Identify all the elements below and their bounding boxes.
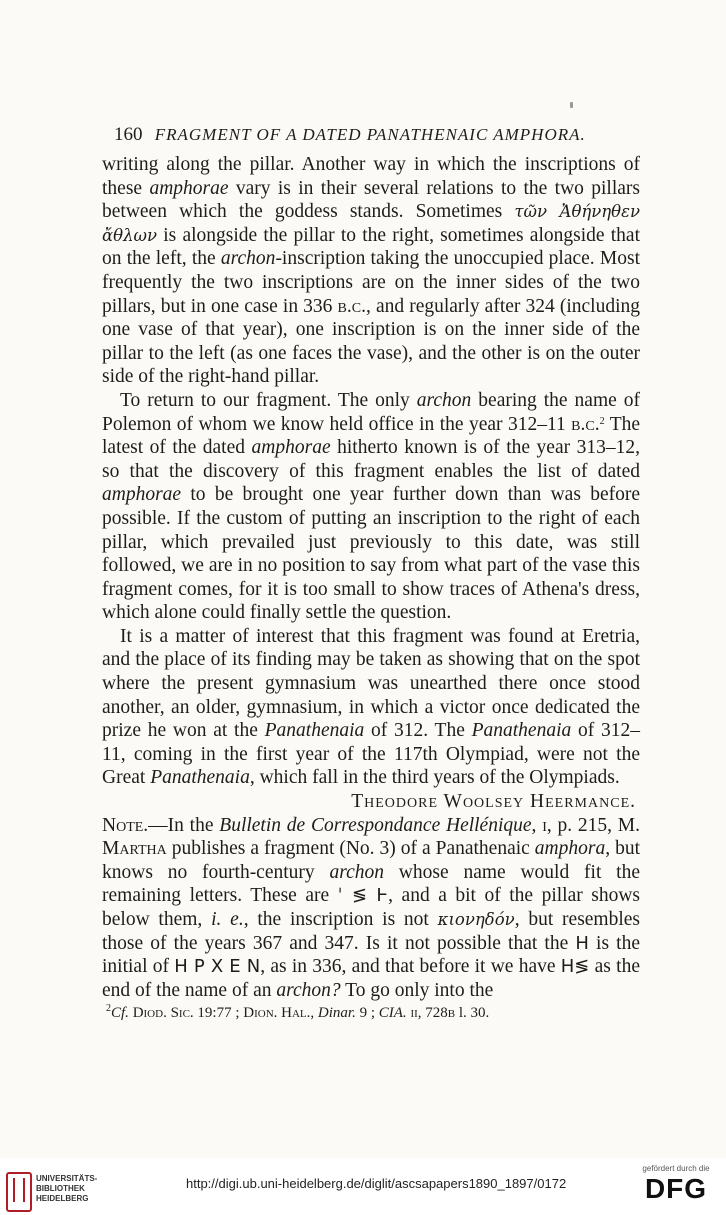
running-header: [114, 124, 646, 146]
paragraph-3: It is a matter of interest that this fragment was found at Eretria, and the place of its finding may be taken as showing that on the spot where the present gymnasium was unearthed there once stood another, an older, gymnasium, in which a victor once dedicated the prize he won at the Panathenaia of 312. The Panathenaia of 312–11, coming in the first year of the 117th Olympiad, were not the Great Panathenaia, which fall in the third years of the Olympiads.: [102, 625, 640, 789]
paragraph-2: To return to our fragment. The only archon bearing the name of Polemon of whom we know held office in the year 312–11 b.c.$^2$ The latest of the dated amphorae hitherto known is of the year 313–12, so that the discovery of this fragment enables the list of dated amphorae to be brought one year further down than was before possible. If the custom of putting an inscription to the right of each pillar, which prevailed just previously to this date, was still followed, we are in no position to say from what part of the vase this fragment comes, for it is too small to show traces of Athena's dress, which alone could finally settle the question.: [102, 389, 641, 624]
inscription-letters: ˈ ≶ Ͱ: [337, 885, 389, 907]
running-title: FRAGMENT OF A DATED PANATHENAIC AMPHORA.: [154, 125, 586, 144]
greek-phrase: τῶν Ἀθήνηθεν ἄθλων: [102, 202, 640, 245]
author-signature: Theodore Woolsey Heermance.: [351, 791, 636, 813]
page-number: 160: [114, 124, 143, 145]
library-logo-icon: [6, 1172, 32, 1212]
paragraph-1: writing along the pillar. Another way in which the inscriptions of these amphorae vary is in their several relations to the two pillars between which the goddess stands. Sometimes τῶν Ἀθήνηθεν ἄθλων is alongside the pillar to the right, sometimes alongside that on the left, the archon-inscription taking the unoccupied place. Most frequently the two inscriptions are on the inner sides of the two pillars, but in one case in 336 b.c., and regularly after 324 (including one vase of that year), one inscription is on the inner side of the pillar to the left (as one faces the vase), and the other is on the outer side of the right-hand pillar.: [102, 154, 640, 388]
library-name: UNIVERSITÄTS- BIBLIOTHEK HEIDELBERG: [36, 1174, 98, 1203]
footnote-ref: 2: [599, 415, 605, 427]
note-paragraph: Note.—In the Bulletin de Correspondance Hellénique, i, p. 215, M. Martha publishes a fragment (No. 3) of a Panathenaic amphora, but knows no fourth-century archon whose name would fit the remaining letters. These are ˈ ≶ Ͱ, and a bit of the pillar shows below them, i. e., the inscription is not κιονηδόν, but resembles those of the years 367 and 347. Is it not possible that the H is the initial of H P X E N, as in 336, and that before it we have H≶ as the end of the name of an archon? To go only into the: [102, 814, 641, 1001]
funder-note: gefördert durch die: [642, 1164, 710, 1173]
library-logo[interactable]: [6, 1172, 146, 1212]
dfg-logo[interactable]: [636, 1164, 716, 1205]
scan-speck: [570, 102, 573, 108]
body-text: [102, 153, 640, 1023]
funder-name: DFG: [644, 1173, 708, 1204]
permalink[interactable]: http://digi.ub.uni-heidelberg.de/diglit/ascsapapers1890_1897/0172: [186, 1176, 567, 1191]
footnote: $^2$Cf. Diod. Sic. 19:77 ; Dion. Hal., Dinar. 9 ; CIA. ii, 728b l. 30.: [106, 1003, 490, 1022]
footer-bar: [0, 1158, 726, 1215]
note-label: Note.: [102, 814, 149, 836]
